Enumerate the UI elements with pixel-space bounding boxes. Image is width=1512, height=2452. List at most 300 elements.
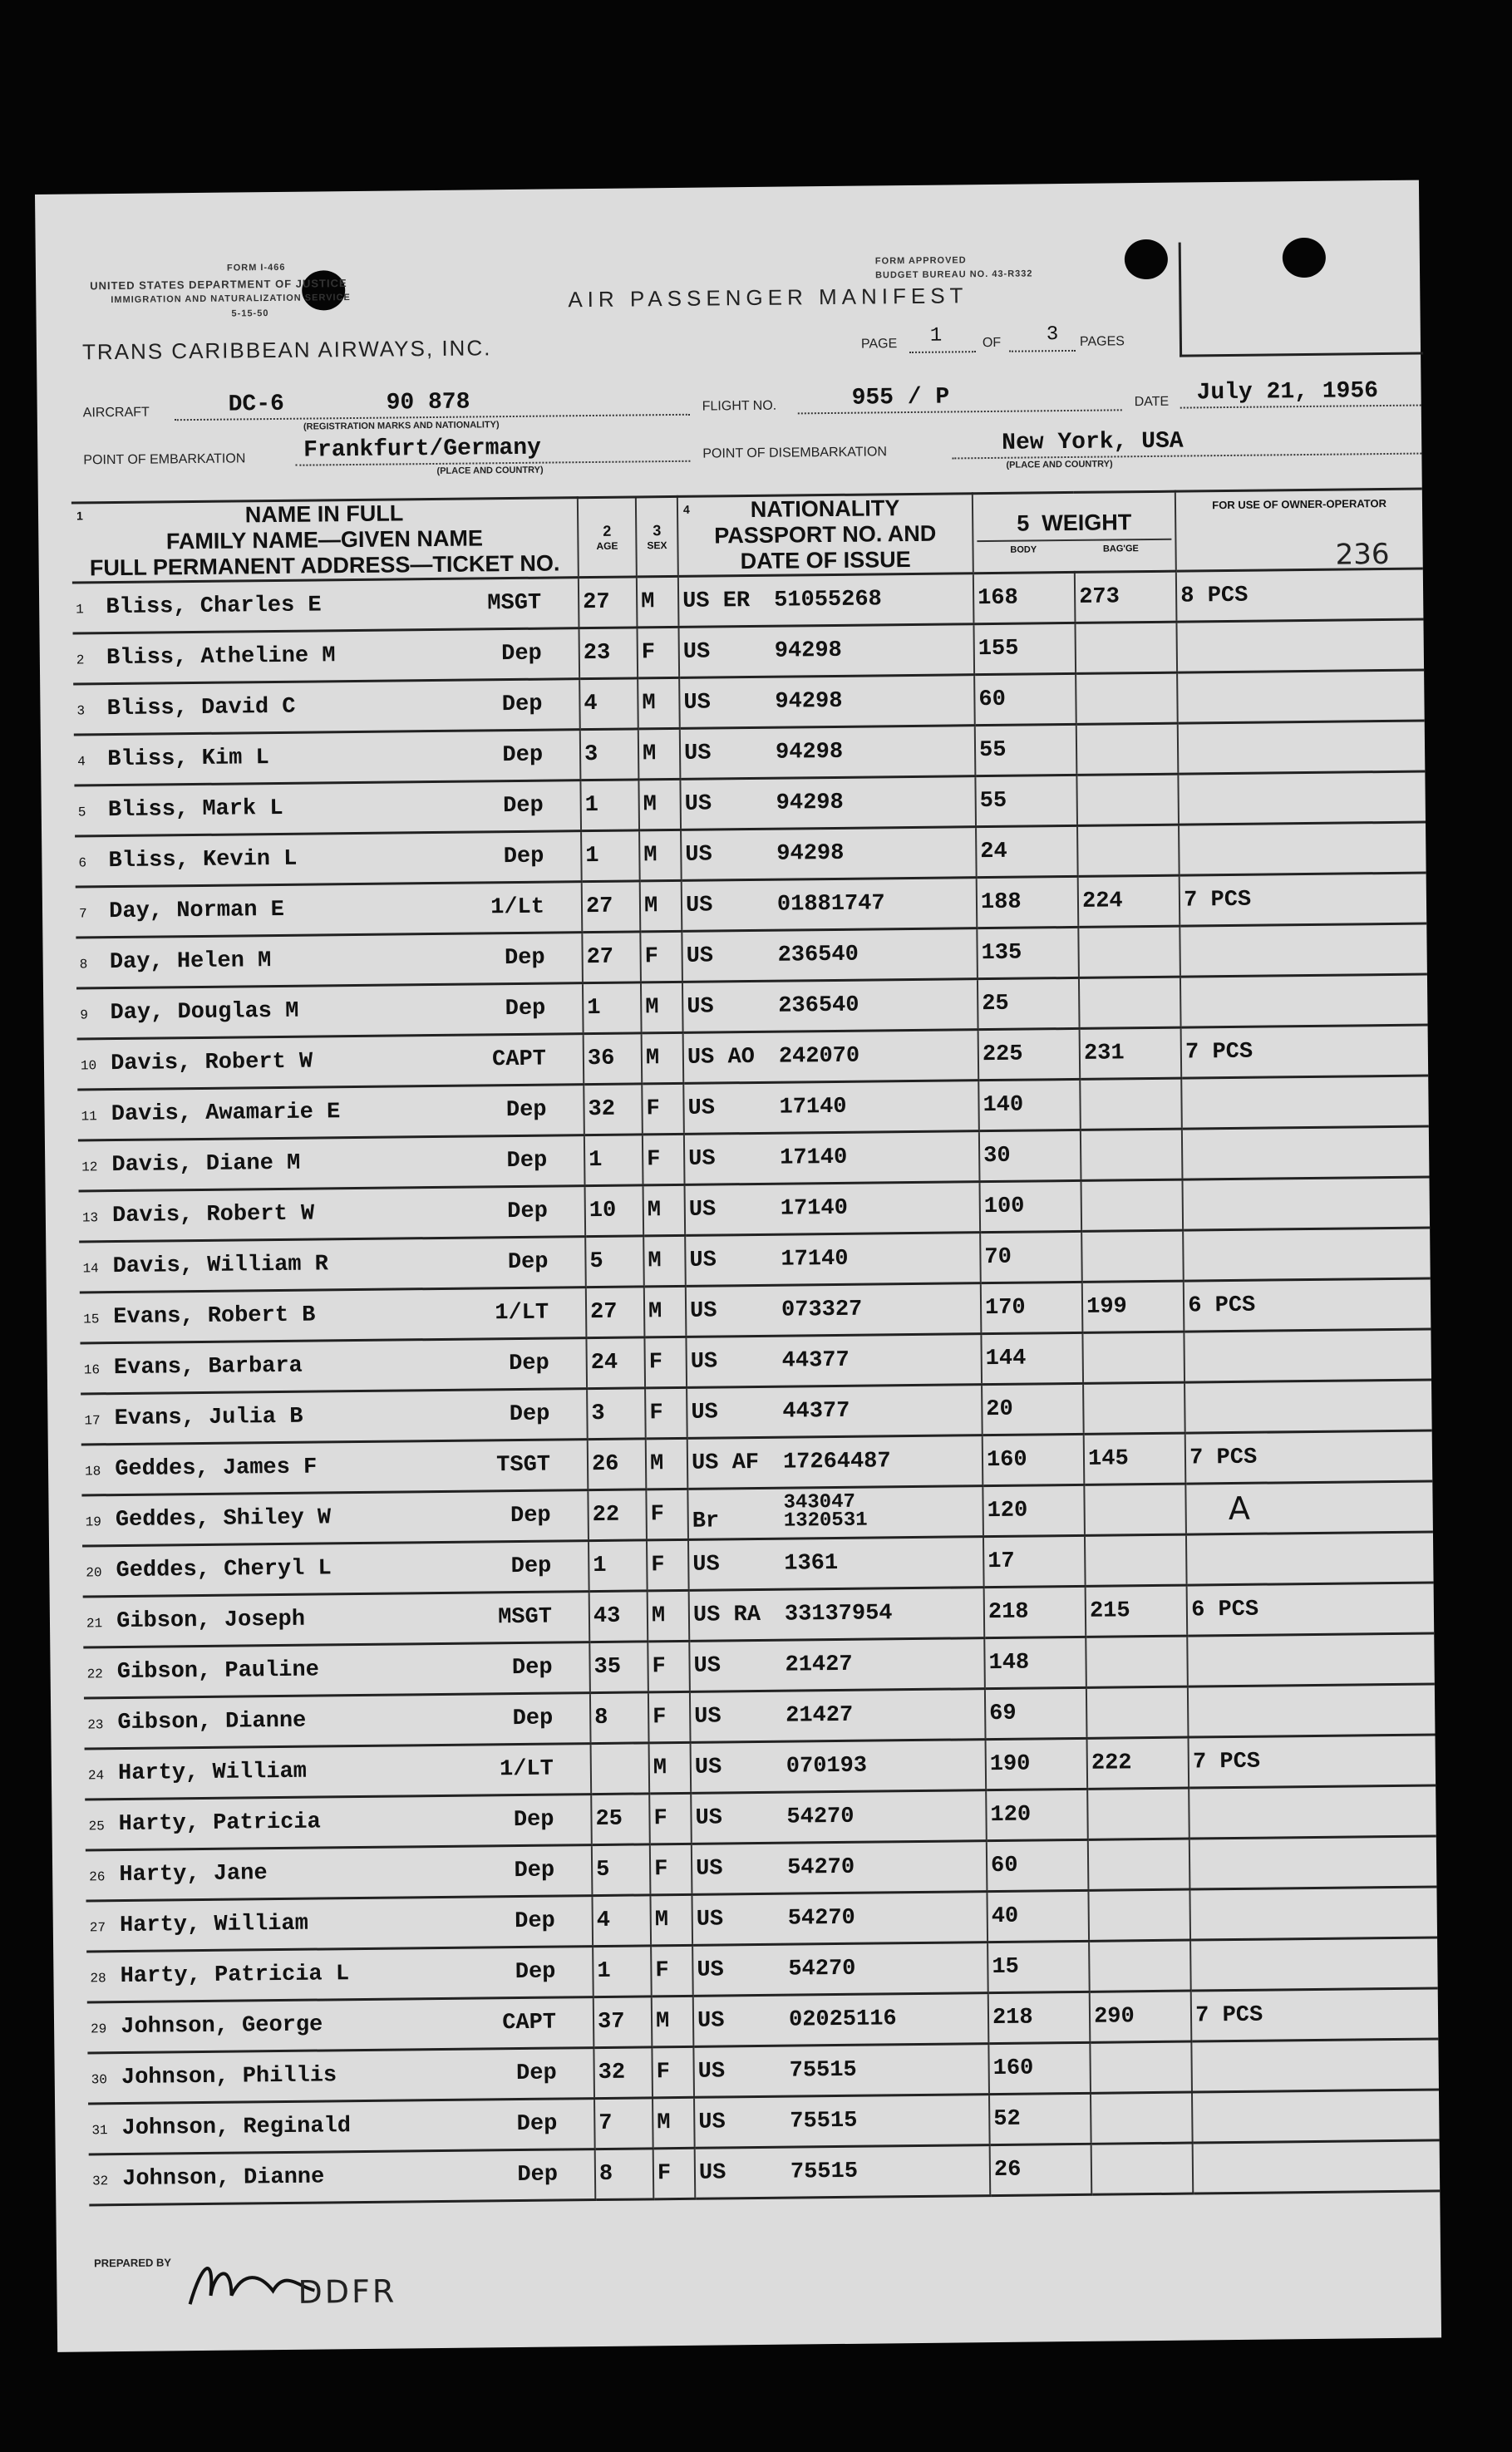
row-number: 14 [82, 1261, 99, 1277]
nationality-text: US [691, 1400, 718, 1425]
name-text: Davis, Awamarie E [111, 1100, 341, 1128]
owner-note: 7 PCS [1180, 873, 1426, 926]
nationality-text: US [694, 1755, 722, 1780]
sex-cell: M [643, 1235, 686, 1287]
name-text: Davis, Robert W [111, 1201, 315, 1229]
nationality-text: US AO [687, 1044, 756, 1071]
nationality-passport [678, 624, 974, 678]
col2-label: AGE [596, 539, 618, 552]
page-label: PAGE [860, 337, 898, 352]
nationality-text: US [683, 690, 712, 716]
passenger-name [74, 730, 581, 785]
row-number: 26 [89, 1869, 106, 1885]
name-text: Day, Helen M [109, 948, 272, 976]
passport-text: 44377 [782, 1398, 850, 1425]
col4-number: 4 [682, 502, 690, 516]
rank-text: Dep [514, 1858, 555, 1884]
nationality-text: US [695, 1805, 723, 1831]
nationality-text: US [682, 639, 711, 665]
owner-note [1192, 2090, 1439, 2143]
body-weight: 148 [984, 1637, 1086, 1688]
nationality-text: US [685, 842, 712, 868]
owner-note [1182, 1126, 1429, 1179]
approval-line2: BUDGET BUREAU NO. 43-R332 [875, 268, 1033, 281]
row-number: 23 [87, 1717, 104, 1733]
body-weight: 20 [982, 1383, 1084, 1435]
row-number: 1 [76, 602, 84, 618]
nationality-passport [687, 1385, 983, 1439]
owner-note: 8 PCS [1176, 569, 1423, 622]
passport-text: 17264487 [782, 1449, 891, 1475]
owner-note [1187, 1633, 1434, 1686]
nationality-passport [691, 1740, 987, 1794]
agency-line2: IMMIGRATION AND NATURALIZATION SERVICE [111, 293, 351, 306]
passenger-name [77, 1085, 584, 1140]
body-weight: 225 [978, 1028, 1081, 1080]
row-number: 12 [81, 1160, 98, 1175]
passenger-name [74, 780, 581, 836]
body-weight: 25 [978, 977, 1080, 1029]
rank-text: Dep [507, 1249, 549, 1276]
name-text: Geddes, James F [115, 1455, 318, 1483]
age-cell: 43 [589, 1591, 648, 1642]
rank-text: Dep [502, 742, 544, 769]
nationality-passport [683, 1030, 979, 1084]
flight-label: FLIGHT NO. [702, 398, 777, 414]
age-cell: 27 [582, 881, 641, 933]
registration-caption: (REGISTRATION MARKS AND NATIONALITY) [303, 420, 500, 432]
nationality-passport [681, 827, 977, 881]
nationality-passport [687, 1435, 983, 1489]
row-number: 24 [87, 1768, 105, 1784]
row-number: 16 [83, 1362, 101, 1378]
passenger-name [87, 1997, 594, 2053]
flight-date: July 21, 1956 [1196, 378, 1379, 406]
owner-note [1178, 721, 1425, 774]
rank-text: Dep [516, 2111, 558, 2138]
age-cell: 32 [584, 1084, 643, 1135]
passport-text: 17140 [780, 1195, 849, 1222]
baggage-weight [1081, 1179, 1184, 1231]
nationality-text: US ER [682, 588, 751, 614]
age-cell: 1 [584, 1135, 643, 1186]
baggage-weight: 231 [1080, 1027, 1182, 1079]
sex-cell: M [648, 1590, 690, 1642]
body-weight: 135 [977, 927, 1079, 978]
rank-text: Dep [509, 1401, 550, 1428]
row-number: 9 [80, 1007, 89, 1023]
age-cell: 36 [584, 1033, 643, 1085]
nationality-passport [692, 1942, 988, 1997]
name-text: Harty, Patricia [118, 1809, 321, 1838]
passport-text: 236540 [778, 992, 859, 1019]
row-number: 5 [77, 805, 86, 820]
passport-text: 94298 [775, 688, 843, 715]
col1-line3: FULL PERMANENT ADDRESS—TICKET NO. [89, 550, 560, 581]
row-number: 25 [88, 1819, 105, 1834]
baggage-weight [1085, 1534, 1187, 1586]
body-weight: 15 [987, 1941, 1090, 1992]
name-text: Johnson, Reginald [121, 2114, 352, 2142]
body-weight: 26 [990, 2144, 1092, 2195]
row-number: 10 [80, 1058, 97, 1074]
age-cell: 3 [587, 1388, 646, 1440]
passport-text: 75515 [790, 2108, 858, 2134]
page-number: 1 [929, 324, 943, 347]
baggage-weight: 199 [1082, 1281, 1184, 1332]
owner-note [1193, 2140, 1440, 2194]
nationality-passport [678, 574, 974, 628]
col4-line1: NATIONALITY [750, 495, 900, 523]
rank-text: Dep [502, 793, 544, 820]
owner-note: 7 PCS [1189, 1735, 1436, 1788]
baggage-weight [1089, 1940, 1191, 1992]
owner-note [1189, 1836, 1436, 1889]
age-cell: 24 [586, 1337, 645, 1389]
sex-cell: M [638, 677, 680, 729]
baggage-weight [1090, 2041, 1192, 2093]
name-text: Bliss, Mark L [107, 795, 283, 824]
punch-hole-mid [1125, 239, 1168, 280]
owner-note [1179, 822, 1426, 875]
col1-number: 1 [76, 509, 83, 523]
body-weight: 17 [983, 1535, 1086, 1587]
age-cell: 32 [593, 2047, 653, 2099]
sex-cell: F [648, 1641, 690, 1692]
sex-cell: M [640, 880, 682, 932]
nationality-passport [691, 1790, 987, 1844]
passport-text: 21427 [785, 1652, 853, 1678]
aircraft-registration: 90 878 [386, 389, 470, 416]
sex-cell: F [653, 2148, 696, 2199]
passenger-name [81, 1389, 588, 1445]
passenger-name [85, 1744, 592, 1800]
row-number: 32 [91, 2174, 109, 2189]
aircraft-type: DC-6 [228, 391, 285, 418]
age-cell: 3 [580, 729, 639, 780]
page-total: 3 [1046, 323, 1059, 347]
rank-text: Dep [506, 1148, 548, 1174]
passport-text: 54270 [786, 1804, 855, 1830]
age-cell: 23 [579, 628, 638, 679]
baggage-weight [1083, 1332, 1185, 1383]
passenger-name [79, 1237, 586, 1292]
sex-cell: M [639, 830, 682, 881]
row-number: 30 [91, 2072, 108, 2088]
name-text: Geddes, Shiley W [115, 1505, 332, 1534]
baggage-weight: 145 [1084, 1433, 1186, 1484]
manifest-sheet [35, 180, 1441, 2352]
name-text: Johnson, George [121, 2012, 323, 2041]
age-cell: 27 [586, 1287, 645, 1338]
age-cell: 1 [589, 1540, 648, 1592]
rank-text: Dep [501, 641, 542, 667]
nationality-passport [693, 2044, 989, 2098]
sex-cell: M [652, 1996, 694, 2047]
nationality-passport [692, 1841, 987, 1895]
baggage-weight [1086, 1686, 1189, 1738]
owner-note [1184, 1329, 1431, 1382]
baggage-weight: 222 [1087, 1737, 1189, 1789]
rank-text: Dep [512, 1706, 554, 1732]
owner-note: 6 PCS [1184, 1278, 1431, 1332]
baggage-weight [1088, 1839, 1190, 1890]
age-cell: 1 [593, 1946, 652, 1997]
passport-text: 94298 [776, 840, 845, 867]
body-weight: 40 [987, 1890, 1089, 1942]
manifest-title: AIR PASSENGER MANIFEST [568, 283, 968, 313]
age-cell: 10 [585, 1185, 644, 1237]
nationality-passport [686, 1283, 982, 1337]
row-number: 18 [84, 1464, 101, 1480]
flight-number: 955 / P [851, 384, 950, 411]
name-text: Day, Norman E [109, 897, 285, 925]
nationality-passport [689, 1638, 985, 1692]
passport-text: 54270 [788, 1956, 856, 1982]
age-cell: 37 [593, 1997, 653, 2048]
baggage-weight [1081, 1230, 1184, 1282]
row-number: 13 [81, 1210, 99, 1226]
row-number: 3 [76, 703, 86, 719]
passenger-name [79, 1186, 586, 1242]
name-text: Harty, William [117, 1759, 308, 1787]
sex-cell: M [650, 1894, 692, 1946]
owner-note [1183, 1177, 1430, 1230]
passenger-name [86, 1896, 593, 1952]
page-underline [909, 351, 976, 353]
nationality-passport [693, 1993, 989, 2047]
col2-number: 2 [603, 522, 612, 539]
stamp-box [1179, 240, 1423, 357]
passport-text: 54270 [787, 1905, 855, 1932]
baggage-weight [1079, 977, 1181, 1028]
agency-line1: UNITED STATES DEPARTMENT OF JUSTICE [90, 277, 347, 293]
owner-note [1190, 1887, 1437, 1940]
name-text: Harty, Jane [119, 1861, 268, 1888]
row-number: 7 [78, 906, 87, 922]
passport-text: 343047 1320531 [783, 1490, 868, 1533]
age-cell: 27 [582, 932, 641, 983]
nationality-passport [679, 675, 975, 729]
age-cell [591, 1743, 650, 1795]
nationality-text: US RA [692, 1602, 761, 1628]
sex-cell: F [651, 1945, 693, 1997]
passport-text: 94298 [776, 790, 844, 816]
row-number: 17 [84, 1413, 101, 1429]
passenger-name [80, 1338, 587, 1394]
flight-underline [798, 409, 1122, 414]
passenger-name [76, 933, 583, 988]
passport-text: 75515 [789, 2057, 857, 2084]
body-weight: 30 [979, 1130, 1081, 1181]
passenger-name [82, 1541, 589, 1597]
name-text: Geddes, Cheryl L [116, 1556, 332, 1584]
baggage-weight [1077, 825, 1180, 876]
col5a-label: BODY [1010, 544, 1037, 555]
nationality-text: US [698, 2160, 726, 2186]
baggage-weight [1087, 1788, 1189, 1839]
baggage-weight [1076, 622, 1178, 673]
rank-text: Dep [508, 1351, 549, 1377]
baggage-weight [1076, 774, 1179, 825]
sex-cell: F [652, 2046, 694, 2098]
nationality-text: US [697, 1957, 724, 1983]
owner-note [1177, 670, 1424, 723]
nationality-text: US [696, 1907, 724, 1933]
name-text: Harty, Patricia L [120, 1962, 350, 1990]
nationality-passport [688, 1537, 984, 1591]
nationality-text: US [687, 994, 714, 1020]
baggage-weight [1080, 1078, 1182, 1130]
rank-text: Dep [515, 2061, 557, 2087]
passenger-name [81, 1490, 589, 1546]
baggage-weight: 224 [1078, 875, 1180, 927]
passport-text: 17140 [780, 1145, 848, 1171]
nationality-passport [686, 1334, 982, 1388]
owner-note [1177, 619, 1424, 672]
nationality-text: US [688, 1146, 716, 1172]
sex-cell: F [649, 1793, 692, 1844]
rank-text: Dep [503, 844, 544, 870]
row-number: 6 [78, 855, 87, 871]
sex-cell: M [642, 1032, 684, 1084]
nationality-passport [682, 928, 978, 982]
name-text: Davis, Robert W [111, 1049, 313, 1077]
nationality-text: US [689, 1248, 717, 1273]
name-text: Johnson, Phillis [121, 2063, 337, 2091]
passenger-name [83, 1592, 590, 1647]
name-text: Gibson, Dianne [117, 1708, 307, 1736]
embarkation-label: POINT OF EMBARKATION [83, 451, 246, 468]
passenger-name [78, 1135, 585, 1191]
passenger-name [88, 2099, 595, 2154]
name-text: Bliss, Charles E [106, 593, 322, 621]
row-number: 2 [76, 652, 85, 668]
note-236: 236 [1335, 537, 1390, 572]
sex-cell: F [645, 1387, 687, 1439]
sex-cell: F [647, 1539, 689, 1591]
row-number: 11 [81, 1109, 97, 1125]
name-text: Davis, Diane M [111, 1150, 301, 1179]
passenger-name [87, 2048, 594, 2104]
nationality-passport [682, 878, 978, 932]
name-text: Evans, Barbara [113, 1353, 303, 1381]
rank-text: Dep [510, 1503, 551, 1529]
sex-cell: F [644, 1337, 687, 1388]
baggage-weight [1078, 926, 1180, 977]
age-cell: 25 [591, 1794, 650, 1845]
body-weight: 120 [986, 1789, 1088, 1840]
name-text: Gibson, Pauline [116, 1657, 320, 1686]
nationality-text: US [690, 1349, 718, 1375]
rank-text: Dep [501, 692, 543, 718]
nationality-text: US [697, 2059, 726, 2085]
passenger-name [73, 679, 580, 735]
owner-note [1189, 1785, 1436, 1839]
passenger-name [86, 1845, 593, 1901]
col3-label: SEX [647, 539, 667, 552]
age-cell: 1 [580, 780, 639, 831]
col5-number: 5 [1017, 510, 1030, 536]
pages-label: PAGES [1079, 334, 1125, 349]
body-weight: 60 [974, 673, 1076, 725]
rank-text: Dep [504, 945, 545, 972]
owner-note [1186, 1532, 1433, 1585]
rank-text: Dep [507, 1199, 549, 1225]
sex-cell: M [653, 2097, 695, 2149]
nationality-text: US [683, 741, 712, 766]
passenger-name [89, 2149, 596, 2205]
rank-text: CAPT [502, 2010, 557, 2036]
nationality-text: US [686, 943, 714, 969]
age-cell: 35 [589, 1642, 648, 1693]
owner-note [1183, 1228, 1430, 1281]
col-owner-header: FOR USE OF OWNER-OPERATOR [1175, 489, 1423, 571]
signature-text: DDFR [298, 2272, 397, 2311]
body-weight: 120 [983, 1484, 1085, 1536]
sex-cell: M [644, 1286, 687, 1337]
sex-cell: F [637, 627, 679, 678]
form-number: FORM I-466 [226, 262, 286, 273]
col5-label: WEIGHT [1042, 510, 1132, 536]
owner-note: 6 PCS [1187, 1583, 1434, 1636]
sex-cell: M [638, 779, 681, 830]
name-text: Day, Douglas M [110, 998, 299, 1027]
name-text: Bliss, Atheline M [106, 643, 336, 672]
baggage-weight [1076, 723, 1179, 775]
baggage-weight [1089, 1889, 1191, 1941]
col1-line2: FAMILY NAME—GIVEN NAME [165, 525, 484, 554]
disembarkation-point: New York, USA [1002, 428, 1184, 456]
rank-text: MSGT [487, 590, 542, 617]
nationality-text: US [688, 1197, 717, 1223]
disembarkation-caption: (PLACE AND COUNTRY) [1006, 459, 1113, 470]
col5-sub [977, 539, 1171, 555]
name-text: Evans, Julia B [114, 1404, 303, 1432]
passenger-name [76, 882, 583, 938]
age-cell: 5 [592, 1844, 651, 1896]
owner-note [1181, 1076, 1428, 1129]
col4-line2: PASSPORT NO. AND [714, 520, 937, 549]
owner-note [1179, 771, 1426, 825]
passport-text: 33137954 [784, 1601, 893, 1627]
passenger-table [71, 488, 1440, 2207]
body-weight: 218 [984, 1586, 1086, 1637]
agency-date: 5-15-50 [231, 308, 269, 319]
baggage-weight [1091, 2143, 1194, 2194]
passenger-name [77, 1034, 584, 1090]
col-sex-header [636, 496, 678, 577]
name-text: Bliss, David C [106, 694, 296, 722]
sex-cell: F [643, 1134, 685, 1185]
nationality-passport [683, 1081, 979, 1135]
row-number: 20 [86, 1565, 102, 1581]
rank-text: Dep [515, 1959, 556, 1986]
body-weight: 170 [981, 1282, 1083, 1333]
col4-line3: DATE OF ISSUE [740, 546, 911, 574]
baggage-weight: 290 [1090, 1991, 1192, 2042]
passport-text: 02025116 [788, 2006, 897, 2033]
sex-cell: M [637, 576, 679, 628]
sex-cell: F [650, 1844, 692, 1895]
nationality-passport [685, 1233, 981, 1287]
passport-text: 75515 [790, 2159, 859, 2185]
col-nationality-header [677, 494, 973, 577]
baggage-weight: 215 [1086, 1585, 1188, 1637]
passenger-name [83, 1642, 590, 1698]
col1-line1: NAME IN FULL [244, 500, 404, 528]
body-weight: 100 [979, 1180, 1081, 1232]
